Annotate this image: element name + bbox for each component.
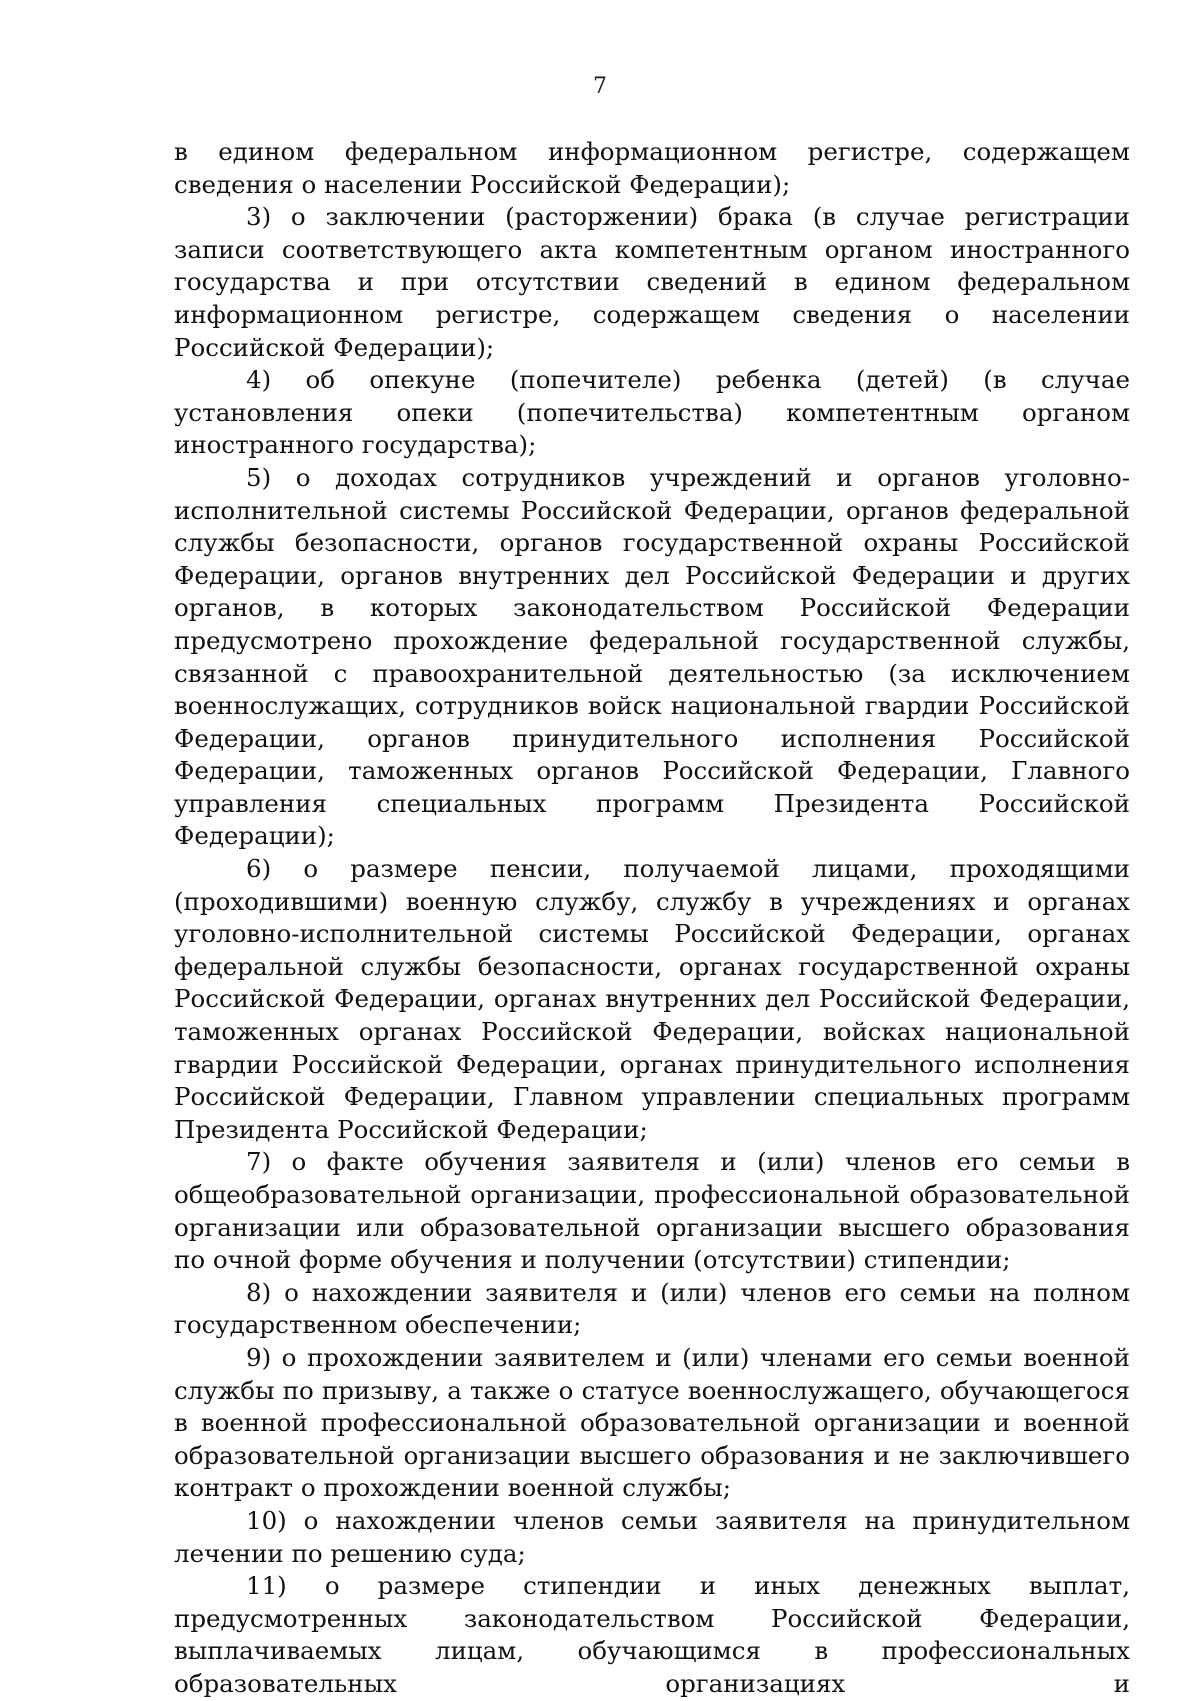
paragraph-continuation: в едином федеральном информационном регистре, содержащем сведения о населении Российской Федерации);: [174, 137, 1130, 199]
paragraph-item-5: 5) о доходах сотрудников учреждений и органов уголовно-исполнительной системы Российской Федерации, органов федеральной службы безопасности, органов государственной охраны Российской Федерации, органов внутренних дел Российской Федерации и других органов, в которых законодательством Российской Федерации предусмотрено прохождение федеральной государственной службы, связанной с правоохранительной деятельностью (за исключением военнослужащих, сотрудников войск национальной гвардии Российской Федерации, органов принудительного исполнения Российской Федерации, таможенных органов Российской Федерации, Главного управления специальных программ Президента Российской Федерации);: [174, 462, 1130, 851]
paragraph-item-3: 3) о заключении (расторжении) брака (в случае регистрации записи соответствующего акта компетентным органом иностранного государства и при отсутствии сведений в едином федеральном информационном регистре, содержащем сведения о населении Российской Федерации);: [174, 202, 1130, 362]
paragraph-item-8: 8) о нахождении заявителя и (или) членов его семьи на полном государственном обеспечении;: [174, 1277, 1130, 1340]
document-body: [174, 136, 1130, 1701]
paragraph-item-10: 10) о нахождении членов семьи заявителя на принудительном лечении по решению суда;: [174, 1505, 1130, 1568]
paragraph-item-9: 9) о прохождении заявителем и (или) членами его семьи военной службы по призыву, а также о статусе военнослужащего, обучающегося в военной профессиональной образовательной организации и военной образовательной организации высшего образования и не заключившего контракт о прохождении военной службы;: [174, 1342, 1130, 1503]
paragraph-item-4: 4) об опекуне (попечителе) ребенка (детей) (в случае установления опеки (попечительства) компетентным органом иностранного государства);: [174, 365, 1130, 460]
paragraph-item-11: 11) о размере стипендии и иных денежных выплат, предусмотренных законодательством Российской Федерации, выплачиваемых лицам, обучающимся в профессиональных образовательных организациях и: [174, 1571, 1130, 1698]
paragraph-item-7: 7) о факте обучения заявителя и (или) членов его семьи в общеобразовательной организации, профессиональной образовательной организации или образовательной организации высшего образования по очной форме обучения и получении (отсутствии) стипендии;: [174, 1147, 1130, 1275]
paragraph-item-6: 6) о размере пенсии, получаемой лицами, проходящими (проходившими) военную службу, службу в учреждениях и органах уголовно-исполнительной системы Российской Федерации, органах федеральной службы безопасности, органах государственной охраны Российской Федерации, органах внутренних дел Российской Федерации, таможенных органах Российской Федерации, войсках национальной гвардии Российской Федерации, органах принудительного исполнения Российской Федерации, Главном управлении специальных программ Президента Российской Федерации;: [174, 854, 1130, 1144]
page-number: 7: [593, 74, 607, 99]
